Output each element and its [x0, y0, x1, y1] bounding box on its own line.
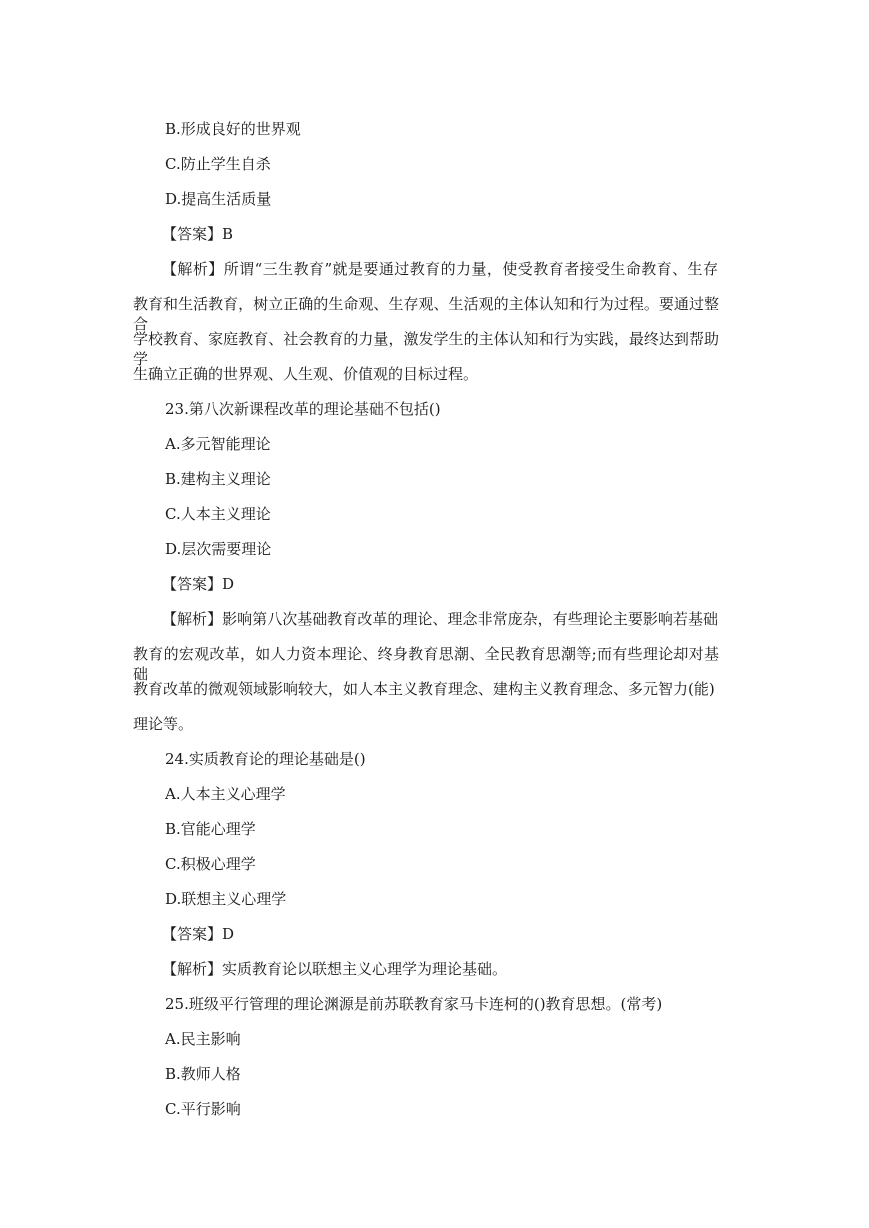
analysis-q23-line3: 教育改革的微观领域影响较大，如人本主义教育理念、建构主义教育理念、多元智力(能)	[133, 680, 715, 698]
answer-q24: 【答案】D	[162, 925, 235, 943]
analysis-q22-line1: 【解析】所谓“三生教育”就是要通过教育的力量，使受教育者接受生命教育、生存	[162, 260, 718, 278]
analysis-q23-line2: 教育的宏观改革，如人力资本理论、终身教育思潮、全民教育思潮等;而有些理论却对基础	[133, 645, 719, 683]
analysis-q22-line3: 学校教育、家庭教育、社会教育的力量，激发学生的主体认知和行为实践，最终达到帮助学	[133, 330, 719, 368]
option-c-q25: C.平行影响	[165, 1100, 241, 1118]
option-d-q22: D.提高生活质量	[165, 190, 272, 208]
option-d-q23: D.层次需要理论	[165, 540, 272, 558]
option-b-q22: B.形成良好的世界观	[165, 120, 301, 138]
question-23: 23.第八次新课程改革的理论基础不包括()	[165, 400, 441, 418]
question-25: 25.班级平行管理的理论渊源是前苏联教育家马卡连柯的()教育思想。(常考)	[165, 995, 663, 1013]
analysis-q22-line2: 教育和生活教育，树立正确的生命观、生存观、生活观的主体认知和行为过程。要通过整合	[133, 295, 719, 333]
analysis-q23-line1: 【解析】影响第八次基础教育改革的理论、理念非常庞杂，有些理论主要影响若基础	[162, 610, 718, 628]
option-b-q23: B.建构主义理论	[165, 470, 271, 488]
option-b-q24: B.官能心理学	[165, 820, 256, 838]
analysis-q24-line1: 【解析】实质教育论以联想主义心理学为理论基础。	[162, 960, 508, 978]
option-a-q23: A.多元智能理论	[165, 435, 271, 453]
option-c-q23: C.人本主义理论	[165, 505, 271, 523]
option-c-q24: C.积极心理学	[165, 855, 256, 873]
option-a-q25: A.民主影响	[165, 1030, 241, 1048]
option-b-q25: B.教师人格	[165, 1065, 241, 1083]
question-24: 24.实质教育论的理论基础是()	[165, 750, 366, 768]
option-d-q24: D.联想主义心理学	[165, 890, 287, 908]
answer-q22: 【答案】B	[162, 225, 234, 243]
option-c-q22: C.防止学生自杀	[165, 155, 271, 173]
analysis-q23-line4: 理论等。	[133, 715, 194, 733]
answer-q23: 【答案】D	[162, 575, 235, 593]
option-a-q24: A.人本主义心理学	[165, 785, 286, 803]
analysis-q22-line4: 生确立正确的世界观、人生观、价值观的目标过程。	[133, 365, 479, 383]
